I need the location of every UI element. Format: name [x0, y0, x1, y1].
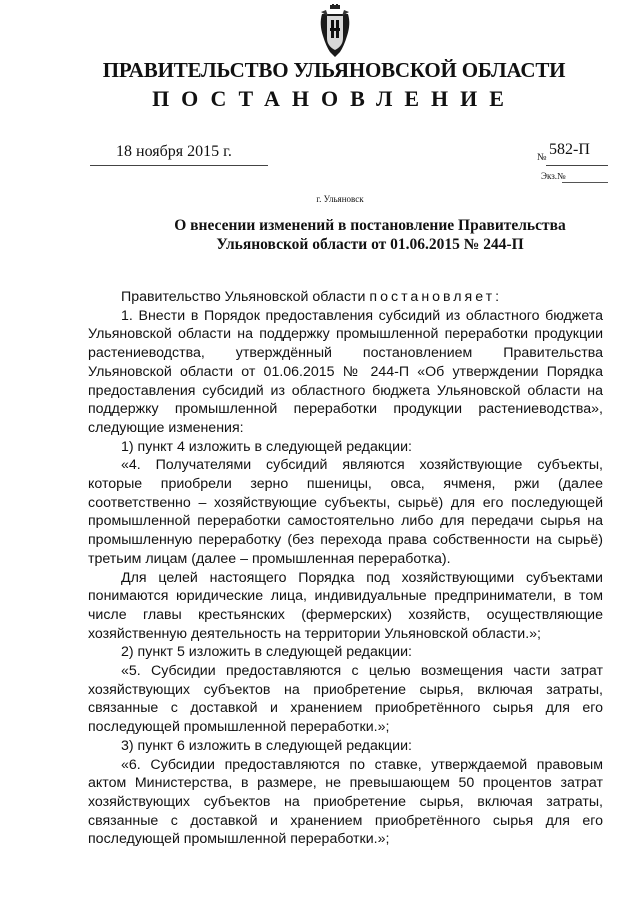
- body-paragraph: 1) пункт 4 изложить в следующей редакции:: [121, 438, 412, 455]
- intro-subject: Правительство Ульяновской области: [121, 289, 370, 305]
- intro-colon: :: [495, 289, 500, 305]
- body-paragraph: 2) пункт 5 изложить в следующей редакции:: [121, 644, 412, 661]
- decree-title: [60, 216, 640, 254]
- city-label: г. Ульяновск: [316, 194, 364, 204]
- title-line-1: О внесении изменений в постановление Правительства: [174, 217, 566, 234]
- body-intro: [88, 288, 603, 307]
- government-heading: ПРАВИТЕЛЬСТВО УЛЬЯНОВСКОЙ ОБЛАСТИ: [102, 58, 566, 82]
- number-label: №: [537, 152, 547, 163]
- body-paragraph: Для целей настоящего Порядка под хозяйствующими субъектами понимаются юридические лица, индивидуальные предприниматели, в том числе главы крестьянских (фермерских) хозяйств, осуществляющие хозяйственную деятельность на территории Ульяновской области.»;: [88, 569, 603, 642]
- body-paragraph: «5. Субсидии предоставляются с целью возмещения части затрат хозяйствующих субъектов на приобретение сырья, включая затраты, связанные с доставкой и хранением приобретённого сырья для его последующей промышленной переработки.»;: [88, 663, 603, 736]
- coat-of-arms-icon: [318, 4, 352, 58]
- decree-body: [88, 288, 603, 849]
- body-paragraph: «6. Субсидии предоставляются по ставке, утверждаемой правовым актом Министерства, в размере, не превышающем 50 процентов затрат хозяйствующих субъектов на приобретение сырья, включая затраты, связанные с доставкой и хранением приобретённого сырья для его последующей промышленной переработки.»;: [88, 756, 603, 848]
- copy-number-underline: [562, 182, 608, 183]
- title-line-2: Ульяновской области от 01.06.2015 № 244-П: [216, 236, 524, 253]
- intro-verb: постановляет: [369, 289, 496, 305]
- decree-number: 582-П: [549, 141, 590, 158]
- date-underline: [90, 165, 268, 166]
- number-underline: [546, 165, 608, 166]
- decree-date: 18 ноября 2015 г.: [116, 143, 232, 160]
- copy-number-label: Экз.№: [541, 171, 566, 181]
- body-paragraph: «4. Получателями субсидий являются хозяйствующие субъекты, которые приобрели зерно пшеницы, овса, ячменя, ржи (далее соответственно – хозяйствующие субъекты, сырьё) для его последующей промышленной переработки самостоятельно либо для передачи сырья на промышленную переработку (без перехода права собственности на сырьё) третьим лицам (далее – промышленная переработка).: [88, 457, 603, 567]
- body-paragraph: 1. Внести в Порядок предоставления субсидий из областного бюджета Ульяновской области на поддержку промышленной переработки продукции растениеводства, утверждённый постановлением Правительства Ульяновской области от 01.06.2015 № 244-П «Об утверждении Порядка предоставления субсидий из областного бюджета Ульяновской области на поддержку промышленной переработки продукции растениеводства», следующие изменения:: [88, 307, 603, 436]
- document-type-heading: ПОСТАНОВЛЕНИЕ: [152, 86, 516, 111]
- body-paragraph: 3) пункт 6 изложить в следующей редакции:: [121, 737, 412, 754]
